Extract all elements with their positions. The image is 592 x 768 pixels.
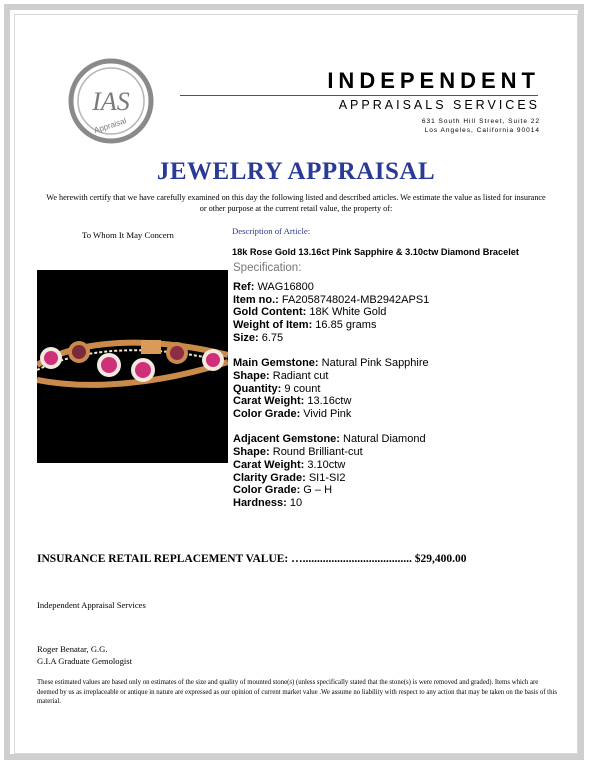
bracelet-photo [37, 270, 228, 463]
spec-adjacent-carat: Carat Weight: 3.10ctw [233, 458, 346, 471]
certification-intro: We herewith certify that we have carefully examined on this day the following listed and described articles. We estimate the value as listed for insurance or other purpose at the current retail value, the property of: [46, 193, 546, 213]
spec-main-gemstone: Main Gemstone: Natural Pink Sapphire [233, 357, 429, 370]
company-address [300, 117, 540, 135]
spec-item-no: Item no.: FA2058748024-MB2942APS1 [233, 293, 430, 306]
spec-main-color: Color Grade: Vivid Pink [233, 408, 352, 421]
description-label: Description of Article: [232, 226, 311, 236]
signature-block [37, 643, 132, 667]
brand-subtitle: APPRAISALS SERVICES [338, 98, 540, 112]
ias-logo [68, 58, 154, 144]
spec-adjacent-clarity: Clarity Grade: SI1-SI2 [233, 471, 346, 484]
insurance-value-line [37, 553, 467, 565]
spec-main-quantity: Quantity: 9 count [233, 382, 321, 395]
company-name: Independent Appraisal Services [37, 600, 146, 610]
specification-label: Specification: [233, 262, 302, 274]
specification-list [233, 281, 429, 510]
spec-weight: Weight of Item: 16.85 grams [233, 319, 377, 332]
spec-gold-content: Gold Content: 18K White Gold [233, 306, 387, 319]
recipient: To Whom It May Concern [82, 230, 174, 240]
spec-adjacent-gemstone: Adjacent Gemstone: Natural Diamond [233, 433, 426, 446]
signer-name: Roger Benatar, G.G. [37, 644, 108, 654]
spec-hardness: Hardness: 10 [233, 496, 303, 509]
insurance-value: $29,400.00 [414, 553, 467, 565]
spec-adjacent-color: Color Grade: G – H [233, 484, 333, 497]
address-line-2: Los Angeles, California 90014 [424, 127, 540, 134]
brand-divider [180, 95, 538, 96]
article-name: 18k Rose Gold 13.16ct Pink Sapphire & 3.10ctw Diamond Bracelet [232, 247, 519, 257]
disclaimer: These estimated values are based only on estimates of the size and quality of mounted stone(s) (unless specifically stated that the stone(s) is were removed and graded). Items which are deemed by us as irreplaceable or antique in nature are expressed as our opinion of current market value .We assume no liability with respect to any action that may be taken on the basis of this material. [37, 679, 557, 705]
spec-size: Size: 6.75 [233, 331, 284, 344]
spec-adjacent-shape: Shape: Round Brilliant-cut [233, 446, 363, 459]
address-line-1: 631 South Hill Street, Suite 22 [421, 118, 540, 125]
brand-name: INDEPENDENT [327, 68, 540, 93]
logo-ring-text: Appraisal [92, 116, 128, 136]
spec-main-shape: Shape: Radiant cut [233, 369, 329, 382]
insurance-label: INSURANCE RETAIL REPLACEMENT VALUE: …...................................... [37, 553, 412, 565]
spec-main-carat: Carat Weight: 13.16ctw [233, 395, 352, 408]
spec-ref: Ref: WAG16800 [233, 281, 314, 293]
signer-title: G.I.A Graduate Gemologist [37, 656, 132, 666]
page-title: JEWELRY APPRAISAL [156, 158, 436, 185]
logo-text: IAS [92, 87, 130, 116]
